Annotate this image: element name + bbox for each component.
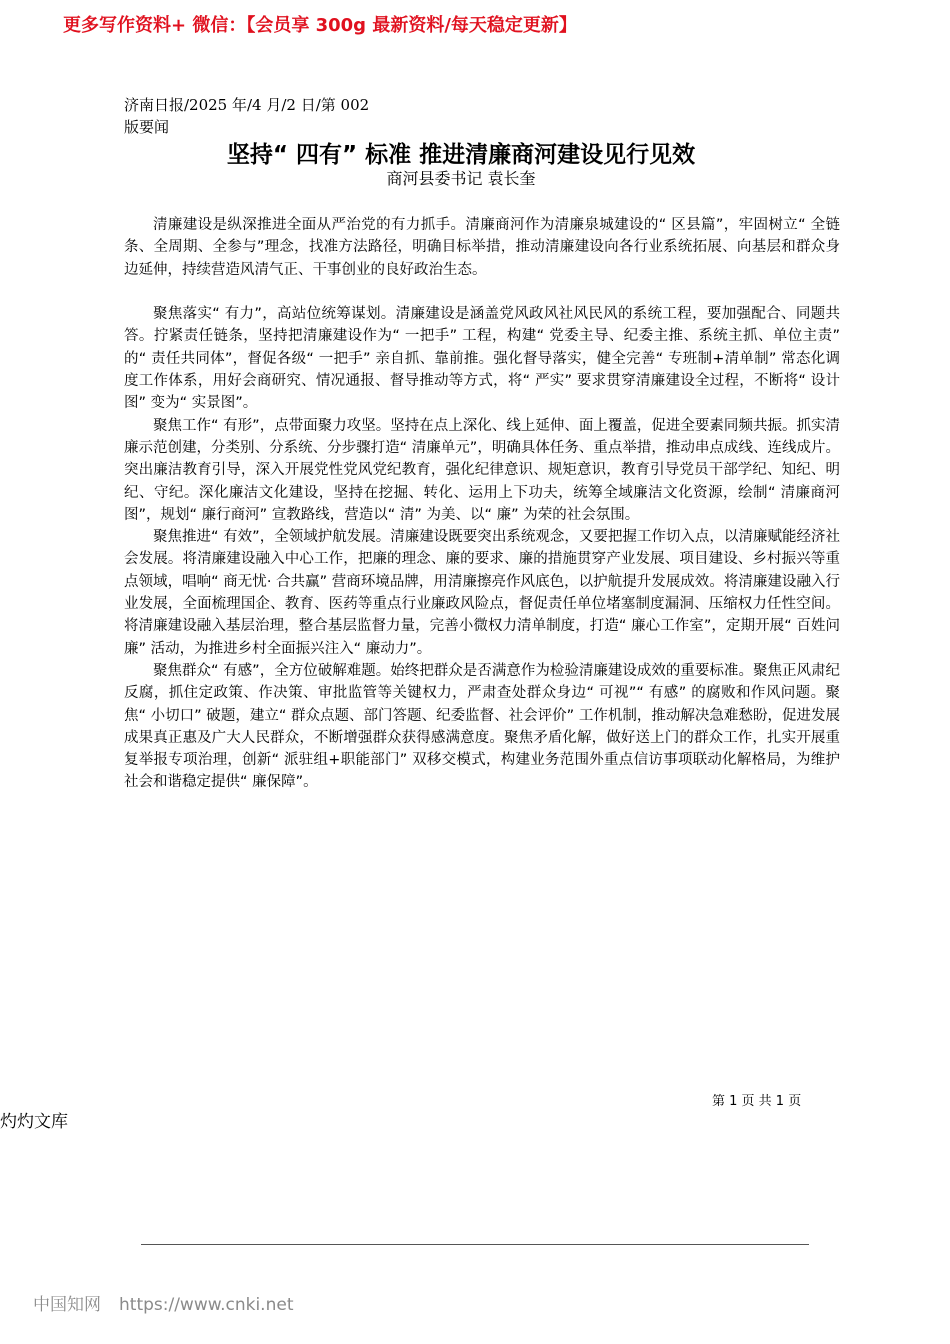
- article-author: 商河县委书记 袁长奎: [386, 169, 536, 188]
- cnki-footer: [33, 1294, 293, 1316]
- footer-divider: [141, 1244, 809, 1245]
- paragraph-youxiao: 聚焦推进“ 有效”，全领域护航发展。清廉建设既要突出系统观念，又要把握工作切入点，以清廉赋能经济社会发展。将清廉建设融入中心工作，把廉的理念、廉的要求、廉的措施贯穿产业发展、项目建设、乡村振兴等重点领域，唱响“ 商无忧· 合共赢” 营商环境品牌，用清廉擦亮作风底色，以护航提升发展成效。将清廉建设融入行业发展，全面梳理国企、教育、医药等重点行业廉政风险点，督促责任单位堵塞制度漏洞、压缩权力任性空间。将清廉建设融入基层治理，整合基层监督力量，完善小微权力清单制度，打造“ 廉心工作室”，定期开展“ 百姓问廉” 活动，为推进乡村全面振兴注入“ 廉动力”。: [124, 529, 840, 657]
- article-title: 坚持“ 四有” 标准 推进清廉商河建设见行见效: [226, 142, 696, 168]
- cnki-name: 中国知网: [33, 1295, 101, 1315]
- paragraph-youxing: 聚焦工作“ 有形”，点带面聚力攻坚。坚持在点上深化、线上延伸、面上覆盖，促进全要素同频共振。抓实清廉示范创建，分类别、分系统、分步骤打造“ 清廉单元”，明确具体任务、重点举措，推动串点成线、连线成片。突出廉洁教育引导，深入开展党性党风党纪教育，强化纪律意识、规矩意识，教育引导党员干部学纪、知纪、明纪、守纪。深化廉洁文化建设，坚持在挖掘、转化、运用上下功夫，统筹全域廉洁文化资源，绘制“ 清廉商河图”，规划“ 廉行商河” 宣教路线，营造以“ 清” 为美、以“ 廉” 为荣的社会氛围。: [124, 417, 840, 523]
- paragraph-yougan: 聚焦群众“ 有感”，全方位破解难题。始终把群众是否满意作为检验清廉建设成效的重要标准。聚焦正风肃纪反腐，抓住定政策、作决策、审批监管等关键权力，严肃查处群众身边“ 可视”“ 有感” 的腐败和作风问题。聚焦“ 小切口” 破题，建立“ 群众点题、部门答题、纪委监督、社会评价” 工作机制，推动解决急难愁盼，促进发展成果真正惠及广大人民群众，不断增强群众获得感满意度。聚焦矛盾化解，做好送上门的群众工作，扎实开展重复举报专项治理，创新“ 派驻组+职能部门” 双移交模式，构建业务范围外重点信访事项联动化解格局，为维护社会和谐稳定提供“ 廉保障”。: [124, 662, 840, 791]
- watermark-label: 灼灼文库: [0, 1112, 68, 1132]
- source-line: 济南日报/2025 年/4 月/2 日/第 002: [124, 96, 370, 114]
- source-info: [124, 94, 369, 138]
- paragraph-youli: 聚焦落实“ 有力”，高站位统筹谋划。清廉建设是涵盖党风政风社风民风的系统工程，要加强配合、同题共答。拧紧责任链条，坚持把清廉建设作为“ 一把手” 工程，构建“ 党委主导、纪委主推、系统主抓、单位主责” 的“ 责任共同体”，督促各级“ 一把手” 亲自抓、靠前推。强化督导落实，健全完善“ 专班制+清单制” 常态化调度工作体系，用好会商研究、情况通报、督导推动等方式，将“ 严实” 要求贯穿清廉建设全过程，不断将“ 设计图” 变为“ 实景图”。: [124, 306, 840, 412]
- page-number: 第 1 页 共 1 页: [712, 1094, 802, 1109]
- cnki-url: https://www.cnki.net: [119, 1295, 294, 1315]
- source-section: 版要闻: [124, 118, 170, 136]
- paragraph-intro: 清廉建设是纵深推进全面从严治党的有力抓手。清廉商河作为清廉泉城建设的“ 区县篇”，牢固树立“ 全链条、全周期、全参与”理念，找准方法路径，明确目标举措，推动清廉建设向各行业系统拓展、向基层和群众身边延伸，持续营造风清气正、干事创业的良好政治生态。: [124, 217, 840, 278]
- article-body: [124, 214, 840, 794]
- promo-banner: 更多写作资料+ 微信：【会员享 300g 最新资料/每天稳定更新】: [63, 15, 577, 36]
